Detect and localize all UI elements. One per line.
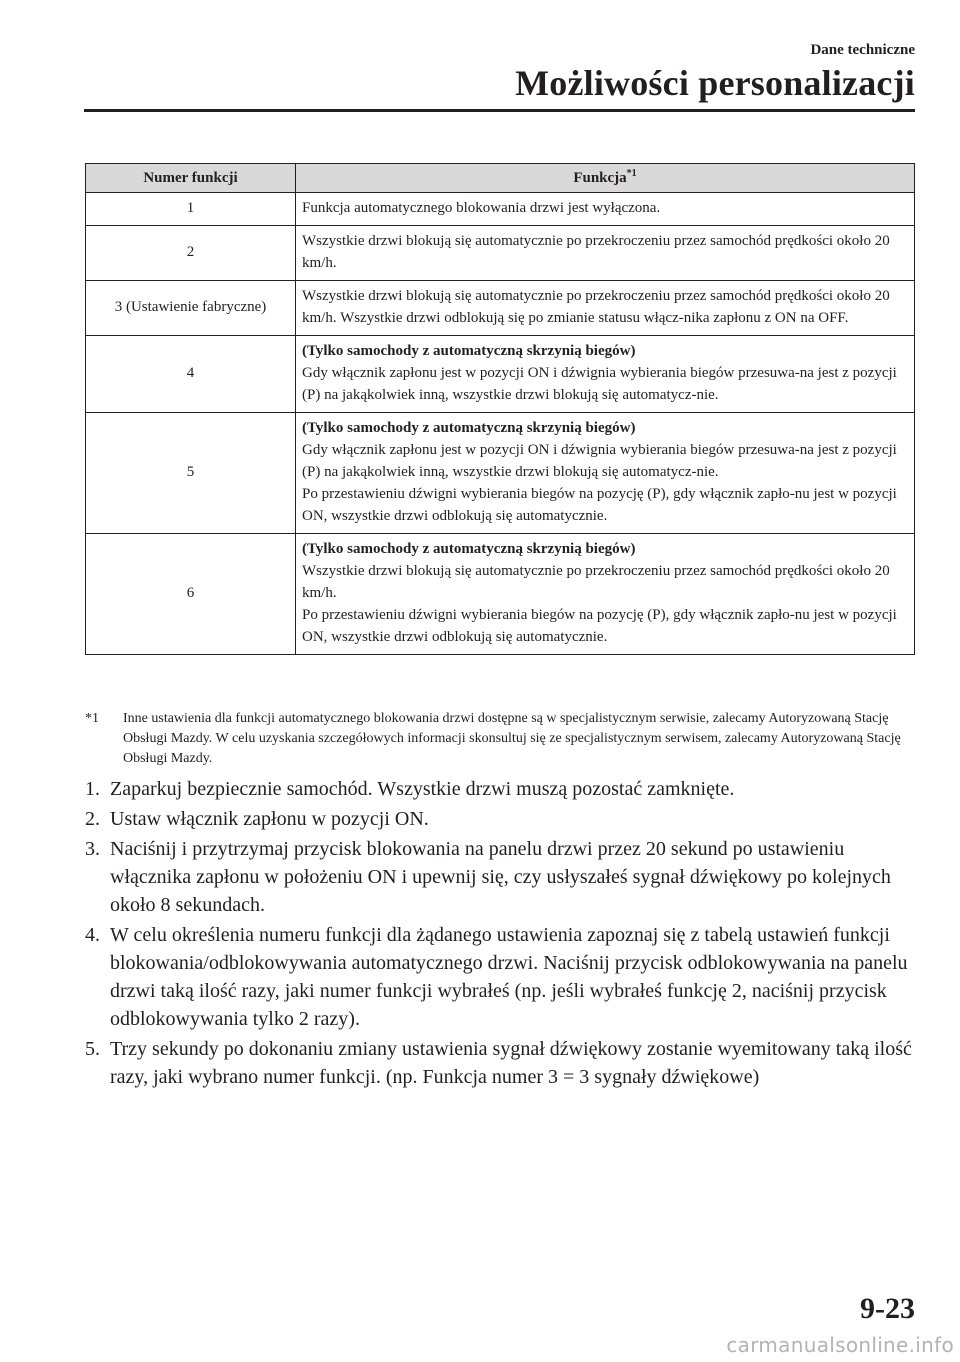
function-description-cell <box>296 226 915 281</box>
function-number-cell: 6 <box>86 534 296 655</box>
table-row <box>86 193 915 226</box>
vehicle-condition-note: (Tylko samochody z automatyczną skrzynią biegów) <box>302 343 636 359</box>
function-description-cell <box>296 193 915 226</box>
step-item <box>85 835 925 919</box>
step-item <box>85 1035 925 1091</box>
header-divider <box>84 109 915 112</box>
footnote-reference: *1 <box>626 168 637 179</box>
function-number-cell: 5 <box>86 413 296 534</box>
function-description-text: Po przestawieniu dźwigni wybierania biegów na pozycję (P), gdy włącznik zapło-nu jest w pozycji ON, wszystkie drzwi odblokują się automatycznie. <box>302 607 897 645</box>
step-number: 1. <box>85 778 100 800</box>
table-body <box>86 193 915 655</box>
step-item <box>85 775 925 803</box>
function-description-cell <box>296 336 915 413</box>
vehicle-condition-note: (Tylko samochody z automatyczną skrzynią biegów) <box>302 541 636 557</box>
step-text: Trzy sekundy po dokonaniu zmiany ustawienia sygnał dźwiękowy zostanie wyemitowany taką ilość razy, jaki wybrano numer funkcji. (np. Funkcja numer 3 = 3 sygnały dźwiękowe) <box>110 1038 912 1088</box>
page-number: 9-23 <box>860 1292 915 1325</box>
function-description-text: Gdy włącznik zapłonu jest w pozycji ON i dźwignia wybierania biegów przesuwa-na jest z pozycji (P) na jakąkolwiek inną, wszystkie drzwi blokują się automatycz-nie. <box>302 442 897 480</box>
footnote <box>85 709 915 769</box>
function-description-cell <box>296 413 915 534</box>
column-header-function <box>296 164 915 193</box>
function-number-cell: 4 <box>86 336 296 413</box>
column-header-number: Numer funkcji <box>86 164 296 193</box>
page-title: Możliwości personalizacji <box>515 63 915 103</box>
function-description-text: Gdy włącznik zapłonu jest w pozycji ON i dźwignia wybierania biegów przesuwa-na jest z pozycji (P) na jakąkolwiek inną, wszystkie drzwi blokują się automatycz-nie. <box>302 365 897 403</box>
vehicle-condition-note: (Tylko samochody z automatyczną skrzynią biegów) <box>302 420 636 436</box>
page-header <box>0 40 915 104</box>
function-number-cell: 2 <box>86 226 296 281</box>
table-row <box>86 413 915 534</box>
step-number: 3. <box>85 838 100 860</box>
step-text: Zaparkuj bezpiecznie samochód. Wszystkie drzwi muszą pozostać zamknięte. <box>110 778 735 800</box>
step-number: 5. <box>85 1038 100 1060</box>
step-text: Ustaw włącznik zapłonu w pozycji ON. <box>110 808 429 830</box>
function-description-cell <box>296 281 915 336</box>
function-number-cell: 3 (Ustawienie fabryczne) <box>86 281 296 336</box>
table-row <box>86 336 915 413</box>
step-item <box>85 921 925 1033</box>
step-number: 4. <box>85 924 100 946</box>
function-description-text: Wszystkie drzwi blokują się automatycznie po przekroczeniu przez samochód prędkości około 20 km/h. Wszystkie drzwi odblokują się po zmianie statusu włącz-nika zapłonu z ON na OFF. <box>302 288 890 326</box>
step-text: Naciśnij i przytrzymaj przycisk blokowania na panelu drzwi przez 20 sekund po ustawieniu włącznika zapłonu w położeniu ON i upewnij się, czy usłyszałeś sygnał dźwiękowy po kolejnych około 8 sekundach. <box>110 838 891 916</box>
table-row <box>86 226 915 281</box>
function-description-cell <box>296 534 915 655</box>
instruction-steps <box>85 775 925 1093</box>
table-row <box>86 534 915 655</box>
step-text: W celu określenia numeru funkcji dla żądanego ustawienia zapoznaj się z tabelą ustawień funkcji blokowania/odblokowywania automatycznego drzwi. Naciśnij przycisk odblokowywania na panelu drzwi taką ilość razy, jaki numer funkcji wybrałeś (np. jeśli wybrałeś funkcję 2, naciśnij przycisk odblokowywania tylko 2 razy). <box>110 924 908 1030</box>
function-description-text: Po przestawieniu dźwigni wybierania biegów na pozycję (P), gdy włącznik zapło-nu jest w pozycji ON, wszystkie drzwi odblokują się automatycznie. <box>302 486 897 524</box>
footnote-text: Inne ustawienia dla funkcji automatycznego blokowania drzwi dostępne są w specjalistycznym serwisie, zalecamy Autoryzowaną Stację Obsługi Mazdy. W celu uzyskania szczegółowych informacji skonsultuj się ze specjalistycznym serwisem, zalecamy Autoryzowaną Stację Obsługi Mazdy. <box>123 711 901 766</box>
column-header-function-label: Funkcja <box>573 170 627 186</box>
table-header-row <box>86 164 915 193</box>
step-item <box>85 805 925 833</box>
function-number-cell: 1 <box>86 193 296 226</box>
footnote-mark: *1 <box>85 711 99 726</box>
watermark: carmanualsonline.info <box>726 1333 954 1357</box>
function-description-text: Funkcja automatycznego blokowania drzwi jest wyłączona. <box>302 200 661 216</box>
section-label: Dane techniczne <box>810 42 915 58</box>
function-description-text: Wszystkie drzwi blokują się automatycznie po przekroczeniu przez samochód prędkości około 20 km/h. <box>302 233 890 271</box>
step-number: 2. <box>85 808 100 830</box>
function-table <box>85 163 915 655</box>
function-description-text: Wszystkie drzwi blokują się automatycznie po przekroczeniu przez samochód prędkości około 20 km/h. <box>302 563 890 601</box>
table-row <box>86 281 915 336</box>
